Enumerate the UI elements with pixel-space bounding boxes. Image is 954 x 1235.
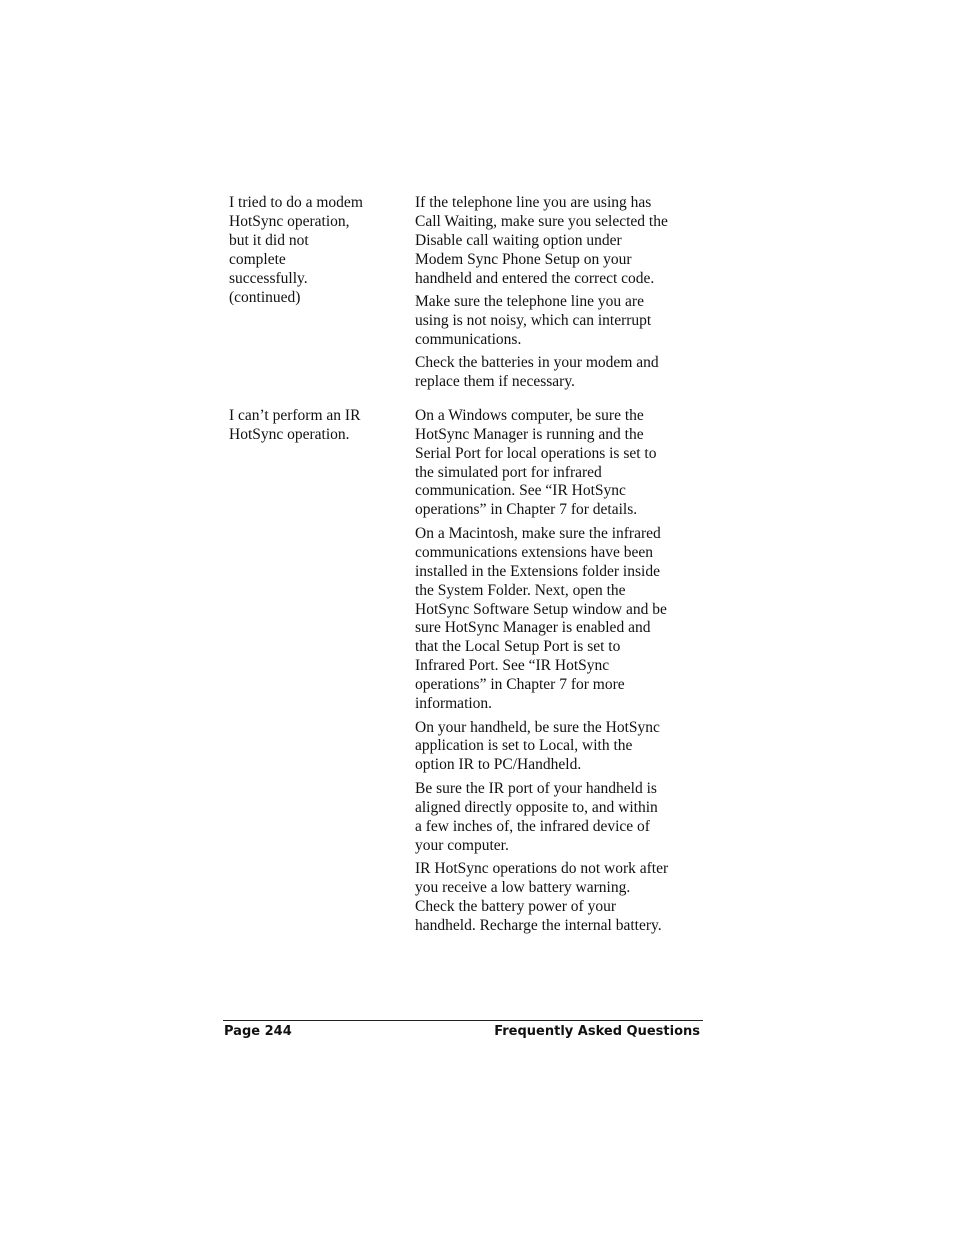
answer-list — [415, 407, 693, 940]
answer-paragraph: On a Macintosh, make sure the infrared communications extensions have been installed in the Extensions folder inside the System Folder. Next, open the HotSync Software Setup window and be sure HotSync Manager is enabled and that the Local Setup Port is set to Infrared Port. See “IR HotSync operations” in Chapter 7 for more information. — [415, 524, 667, 713]
answer-paragraph: Check the batteries in your modem and replace them if necessary. — [415, 354, 659, 391]
answer-list — [415, 194, 693, 397]
answer-paragraph: On your handheld, be sure the HotSync application is set to Local, with the option IR to PC/Handheld. — [415, 718, 660, 774]
faq-table — [229, 194, 699, 950]
answer-paragraph: Make sure the telephone line you are using is not noisy, which can interrupt communications. — [415, 293, 652, 348]
answer-paragraph: IR HotSync operations do not work after you receive a low battery warning. Check the battery power of your handheld. Recharge the internal battery. — [415, 860, 669, 934]
page-number: Page 244 — [224, 1024, 292, 1039]
question-text: I can’t perform an IR HotSync operation. — [229, 406, 361, 443]
section-title: Frequently Asked Questions — [494, 1024, 700, 1039]
question-text: I tried to do a modem HotSync operation, but it did not complete successfully. (continued) — [229, 194, 363, 306]
answer-paragraph: If the telephone line you are using has Call Waiting, make sure you selected the Disable call waiting option under Modem Sync Phone Setup on your handheld and entered the correct code. — [415, 194, 668, 287]
answer-paragraph: Be sure the IR port of your handheld is aligned directly opposite to, and within a few inches of, the infrared device of your computer. — [415, 779, 658, 854]
answer-paragraph: On a Windows computer, be sure the HotSync Manager is running and the Serial Port for local operations is set to the simulated port for infrared communication. See “IR HotSync operations” in Chapter 7 for details. — [415, 406, 657, 519]
footer-divider — [223, 1020, 703, 1021]
faq-row-ir-hotsync — [229, 407, 699, 940]
faq-row-modem-hotsync — [229, 194, 699, 397]
